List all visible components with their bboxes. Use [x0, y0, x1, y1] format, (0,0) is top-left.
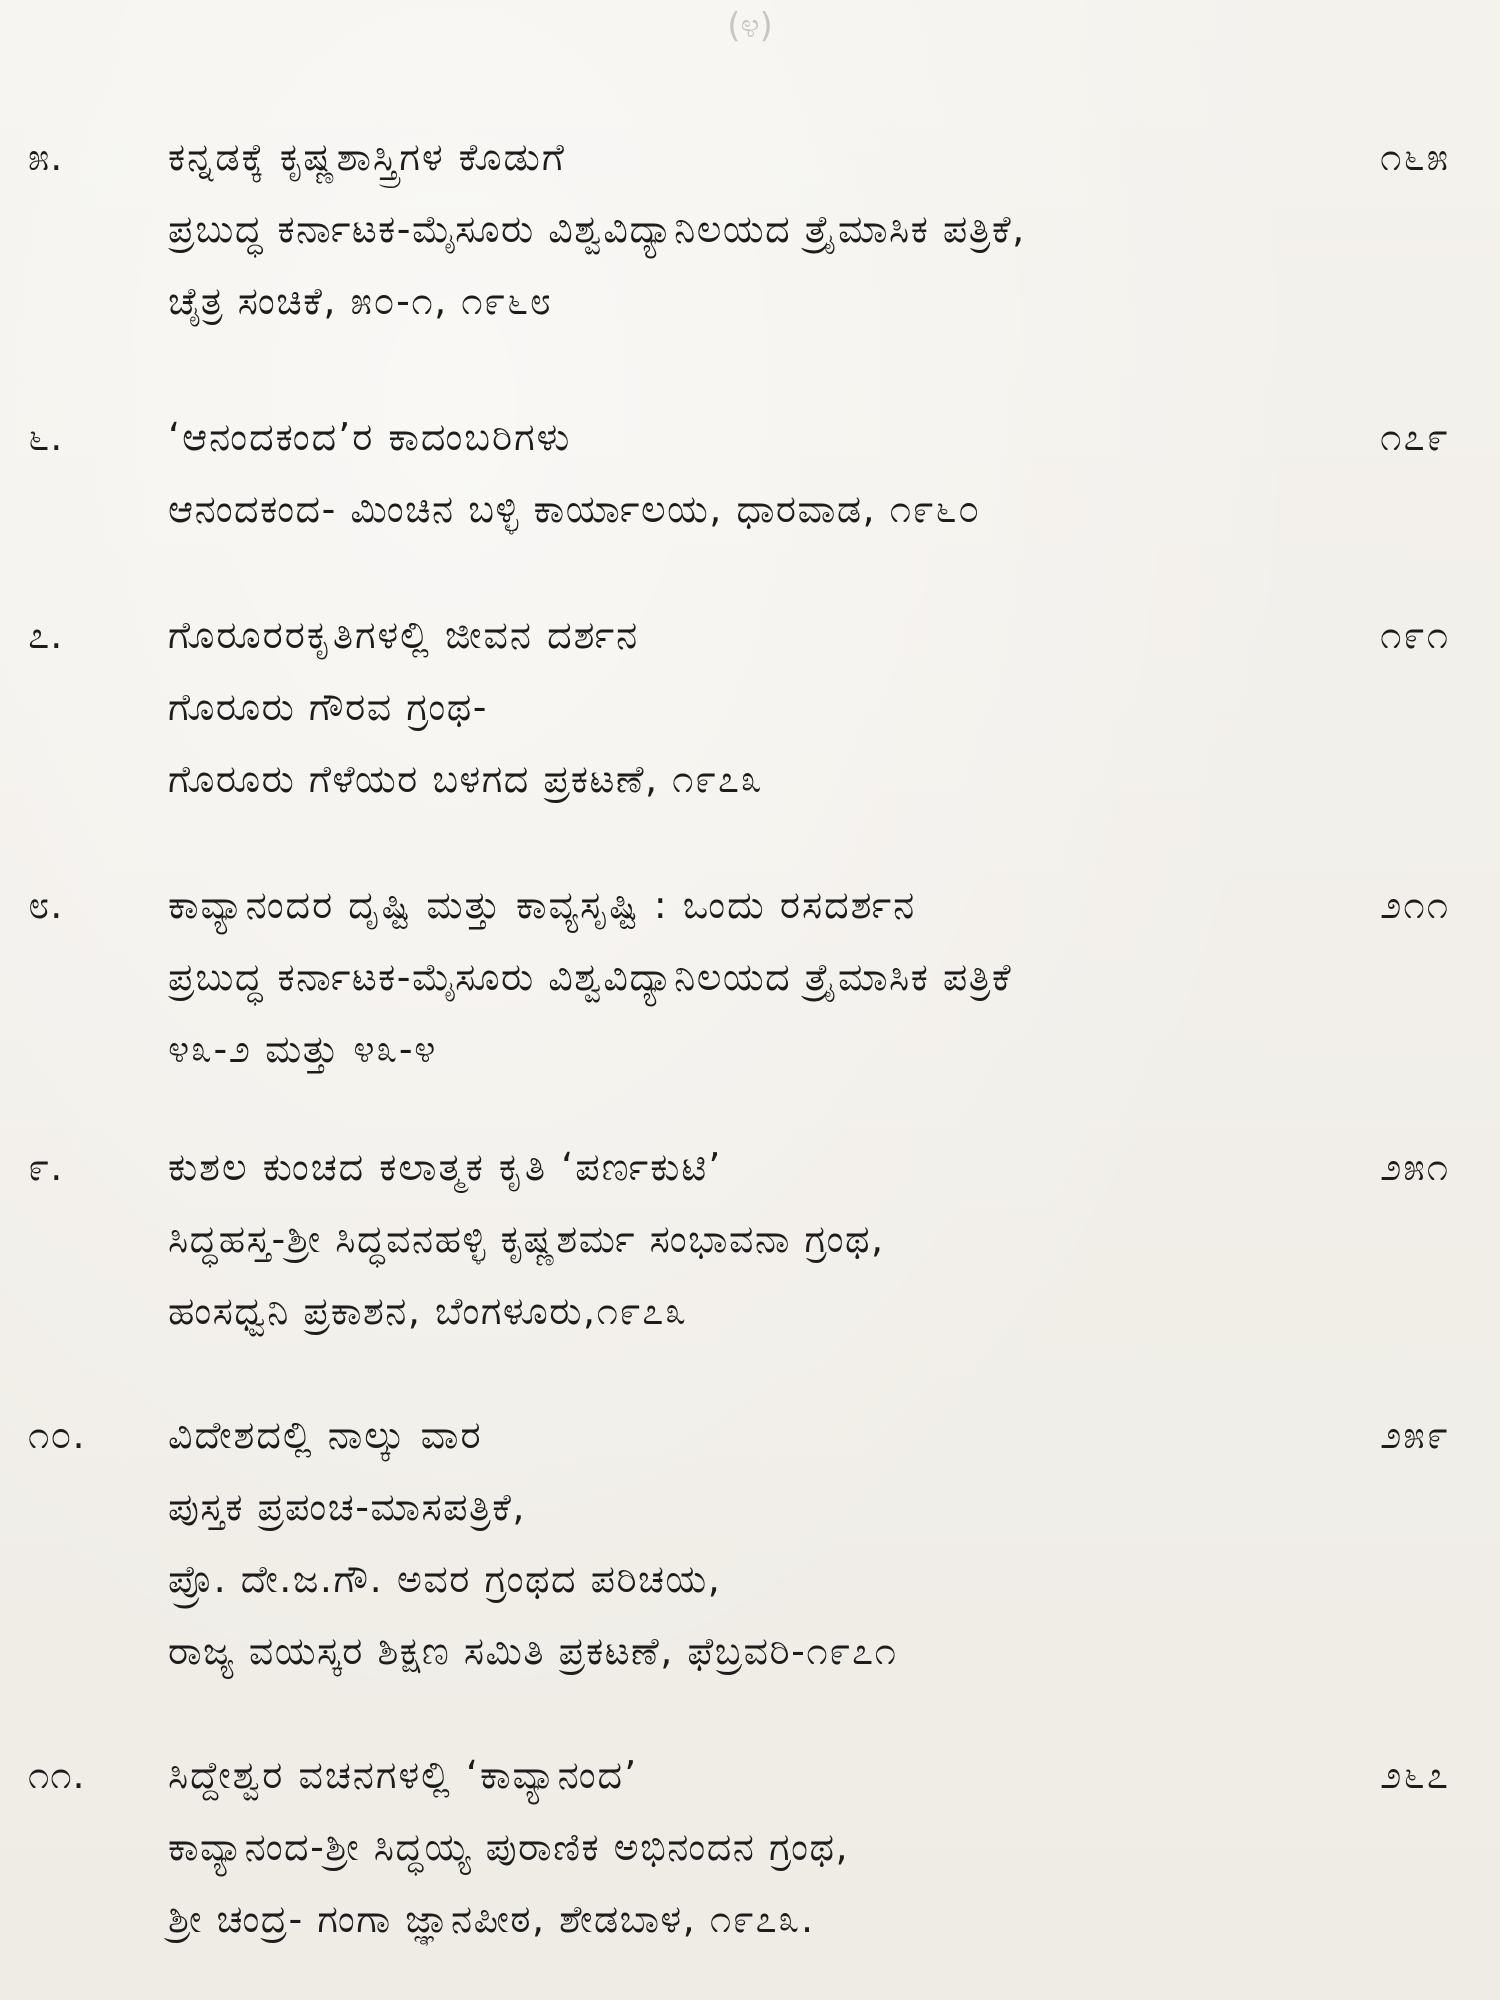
entry-text [168, 1408, 1348, 1696]
entry-number: ೮. [28, 883, 64, 927]
entry-source-line: ಆನಂದಕಂದ- ಮಿಂಚಿನ ಬಳ್ಳಿ ಕಾರ್ಯಾಲಯ, ಧಾರವಾಡ, ೧೯೬೦ [168, 487, 981, 531]
entry-title: ಸಿದ್ದೇಶ್ವರ ವಚನಗಳಲ್ಲಿ ‘ಕಾವ್ಯಾನಂದ’ [168, 1753, 639, 1797]
entry-text [168, 878, 1348, 1094]
entry-number: ೬. [28, 415, 64, 459]
entry-source-line: ಪ್ರಬುದ್ಧ ಕರ್ನಾಟಕ-ಮೈಸೂರು ವಿಶ್ವವಿದ್ಯಾನಿಲಯದ ತ್ರೈಮಾಸಿಕ ಪತ್ರಿಕೆ [168, 955, 1013, 999]
entry-text [168, 410, 1348, 554]
entry-source-line: ಸಿದ್ಧಹಸ್ತ-ಶ್ರೀ ಸಿದ್ಧವನಹಳ್ಳಿ ಕೃಷ್ಣಶರ್ಮ ಸಂಭಾವನಾ ಗ್ರಂಥ, [168, 1217, 885, 1261]
entry-title: ಕಾವ್ಯಾನಂದರ ದೃಷ್ಟಿ ಮತ್ತು ಕಾವ್ಯಸೃಷ್ಟಿ : ಒಂದು ರಸದರ್ಶನ [168, 883, 917, 927]
entry-title: ‘ಆನಂದಕಂದ’ರ ಕಾದಂಬರಿಗಳು [168, 415, 572, 459]
entry-title: ಗೊರೂರರಕೃತಿಗಳಲ್ಲಿ ಜೀವನ ದರ್ಶನ [168, 613, 640, 657]
entry-number: ೫. [28, 135, 64, 179]
entry-number: ೧೦. [28, 1413, 86, 1457]
entry-source-line: ಕಾವ್ಯಾನಂದ-ಶ್ರೀ ಸಿದ್ಧಯ್ಯ ಪುರಾಣಿಕ ಅಭಿನಂದನ ಗ್ರಂಥ, [168, 1825, 850, 1869]
entry-page-number: ೧೭೯ [1380, 415, 1450, 459]
entry-title: ವಿದೇಶದಲ್ಲಿ ನಾಲ್ಕು ವಾರ [168, 1413, 483, 1457]
entry-number: ೯. [28, 1145, 64, 1189]
entry-text [168, 1748, 1348, 1964]
entry-number: ೭. [28, 613, 64, 657]
entry-source-line: ೪೩-೨ ಮತ್ತು ೪೩-೪ [168, 1027, 437, 1071]
entry-source-line: ಚೈತ್ರ ಸಂಚಿಕೆ, ೫೦-೧, ೧೯೬೮ [168, 279, 553, 323]
entry-source-line: ಗೊರೂರು ಗೌರವ ಗ್ರಂಥ- [168, 685, 488, 729]
entry-page-number: ೨೫೧ [1380, 1145, 1450, 1189]
entry-source-line: ಪ್ರಬುದ್ಧ ಕರ್ನಾಟಕ-ಮೈಸೂರು ವಿಶ್ವವಿದ್ಯಾನಿಲಯದ ತ್ರೈಮಾಸಿಕ ಪತ್ರಿಕೆ, [168, 207, 1026, 251]
entry-source-line: ಹಂಸಧ್ವನಿ ಪ್ರಕಾಶನ, ಬೆಂಗಳೂರು,೧೯೭೩ [168, 1289, 688, 1333]
entry-text [168, 608, 1348, 824]
entry-number: ೧೧. [28, 1753, 86, 1797]
entry-source-line: ಶ್ರೀ ಚಂದ್ರ- ಗಂಗಾ ಜ್ಞಾನಪೀಠ, ಶೇಡಬಾಳ, ೧೯೭೩. [168, 1897, 815, 1941]
page-marker: (೪) [727, 6, 773, 46]
entry-source-line: ರಾಜ್ಯ ವಯಸ್ಕರ ಶಿಕ್ಷಣ ಸಮಿತಿ ಪ್ರಕಟಣೆ, ಫೆಬ್ರವರಿ-೧೯೭೧ [168, 1629, 898, 1673]
entry-page-number: ೧೬೫ [1380, 135, 1450, 179]
entry-title: ಕುಶಲ ಕುಂಚದ ಕಲಾತ್ಮಕ ಕೃತಿ ‘ಪರ್ಣಕುಟಿ’ [168, 1145, 723, 1189]
entry-page-number: ೨೧೧ [1380, 883, 1450, 927]
entry-text [168, 1140, 1348, 1356]
entry-page-number: ೧೯೧ [1380, 613, 1450, 657]
entry-source-line: ಪ್ರೊ. ದೇ.ಜ.ಗೌ. ಅವರ ಗ್ರಂಥದ ಪರಿಚಯ, [168, 1557, 722, 1601]
entry-text [168, 130, 1348, 346]
entry-page-number: ೨೫೯ [1380, 1413, 1450, 1457]
entry-source-line: ಪುಸ್ತಕ ಪ್ರಪಂಚ-ಮಾಸಪತ್ರಿಕೆ, [168, 1485, 526, 1529]
entry-page-number: ೨೬೭ [1380, 1753, 1450, 1797]
entry-title: ಕನ್ನಡಕ್ಕೆ ಕೃಷ್ಣಶಾಸ್ತ್ರಿಗಳ ಕೊಡುಗೆ [168, 135, 566, 179]
entry-source-line: ಗೊರೂರು ಗೆಳೆಯರ ಬಳಗದ ಪ್ರಕಟಣೆ, ೧೯೭೩ [168, 757, 764, 801]
